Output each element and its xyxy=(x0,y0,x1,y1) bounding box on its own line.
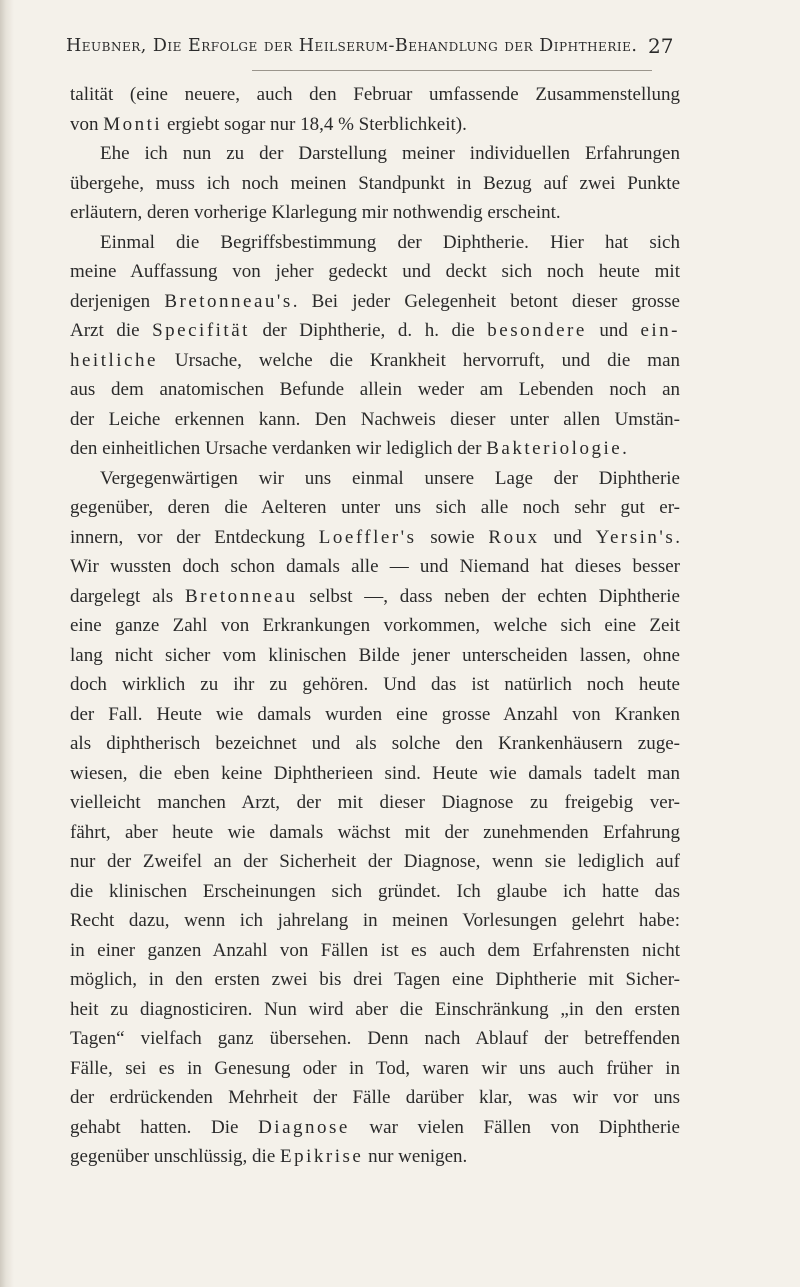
text-line xyxy=(70,434,680,464)
text-segment: gehabt hatten. Die xyxy=(70,1116,259,1138)
text-segment: meine Auffassung von jeher gedeckt und deckt sich noch heute mit xyxy=(70,261,680,282)
text-line xyxy=(70,847,680,877)
text-line xyxy=(70,877,680,907)
text-line xyxy=(70,1083,680,1113)
text-line xyxy=(70,788,680,818)
text-segment: in einer ganzen Anzahl von Fällen ist es auch dem Erfahrensten nicht xyxy=(70,939,680,961)
text-line xyxy=(70,1024,680,1054)
text-segment: Tagen“ vielfach ganz übersehen. Denn nach Ablauf der betreffenden xyxy=(70,1028,680,1049)
text-line xyxy=(70,316,680,346)
text-line xyxy=(70,729,680,759)
spaced-emphasis-text: heitliche xyxy=(70,349,158,371)
spaced-emphasis-text: besondere xyxy=(487,320,587,341)
text-segment: nur wenigen. xyxy=(363,1146,468,1167)
page-edge-shadow xyxy=(0,0,14,1287)
text-line xyxy=(70,80,680,110)
page-number: 27 xyxy=(648,34,674,58)
text-segment: möglich, in den ersten zwei bis drei Tagen eine Diphtherie mit Sicher- xyxy=(70,969,680,990)
text-line xyxy=(70,936,680,966)
spaced-emphasis-text: Roux xyxy=(488,526,540,548)
text-line xyxy=(70,818,680,848)
text-line xyxy=(70,169,680,199)
text-line xyxy=(70,405,680,435)
text-segment: als diphtherisch bezeichnet und als solche den Krankenhäusern zuge- xyxy=(70,733,680,754)
text-line xyxy=(70,995,680,1025)
text-segment: innern, vor der Entdeckung xyxy=(70,526,319,548)
text-segment: gegenüber unschlüssig, die xyxy=(70,1146,281,1167)
text-segment: Einmal die Begriffsbestimmung der Diphtherie. Hier hat sich xyxy=(100,231,680,253)
text-line xyxy=(70,523,680,553)
text-line xyxy=(70,1113,680,1143)
text-segment: Arzt die xyxy=(70,320,153,341)
text-line xyxy=(70,670,680,700)
text-segment: Fälle, sei es in Genesung oder in Tod, waren wir uns auch früher in xyxy=(70,1057,680,1079)
text-segment: . xyxy=(622,438,627,459)
text-segment: nur der Zweifel an der Sicherheit der Diagnose, wenn sie lediglich auf xyxy=(70,851,680,872)
text-line xyxy=(70,700,680,730)
text-line xyxy=(70,375,680,405)
text-segment: Wir wussten doch schon damals alle — und Niemand hat dieses besser xyxy=(70,556,680,577)
text-segment: wiesen, die eben keine Diphtherieen sind. Heute wie damals tadelt man xyxy=(70,762,680,784)
spaced-emphasis-text: Loeffler's xyxy=(318,526,417,548)
spaced-emphasis-text: Bretonneau xyxy=(184,585,298,607)
text-segment: der Leiche erkennen kann. Den Nachweis dieser unter allen Umstän- xyxy=(70,408,680,430)
text-segment: Ursache, welche die Krankheit hervorruft, und die man xyxy=(157,349,680,371)
text-segment: Vergegenwärtigen wir uns einmal unsere Lage der Diphtherie xyxy=(100,467,680,489)
spaced-emphasis-text: Bakteriologie xyxy=(486,438,623,459)
text-segment: der erdrückenden Mehrheit der Fälle darüber klar, was wir vor uns xyxy=(70,1087,680,1108)
text-segment: . Bei jeder Gelegenheit betont dieser grosse xyxy=(292,290,680,312)
text-segment: talität (eine neuere, auch den Februar umfassende Zusammenstellung xyxy=(70,84,680,105)
text-segment: von xyxy=(70,113,104,135)
text-line xyxy=(70,965,680,995)
text-segment: aus dem anatomischen Befunde allein weder am Lebenden noch an xyxy=(70,379,680,400)
text-line xyxy=(70,228,680,258)
text-line xyxy=(70,582,680,612)
text-segment: selbst —, dass neben der echten Diphtherie xyxy=(297,585,680,607)
text-segment: war vielen Fällen von Diphtherie xyxy=(349,1116,680,1138)
spaced-emphasis-text: Diagnose xyxy=(258,1116,350,1138)
text-segment: eine ganze Zahl von Erkrankungen vorkommen, welche sich eine Zeit xyxy=(70,615,680,636)
text-segment: Ehe ich nun zu der Darstellung meiner individuellen Erfahrungen xyxy=(100,143,680,164)
text-segment: dargelegt als xyxy=(70,585,185,607)
spaced-emphasis-text: Bretonneau's xyxy=(164,290,293,312)
header-rule xyxy=(252,70,652,71)
spaced-emphasis-text: Specifität xyxy=(152,320,250,341)
text-segment: Sterblichkeit). xyxy=(353,113,467,135)
text-line xyxy=(70,346,680,376)
text-line xyxy=(70,552,680,582)
text-segment: gegenüber, deren die Aelteren unter uns sich alle noch sehr gut er- xyxy=(70,497,680,518)
text-segment: erläutern, deren vorherige Klarlegung mir nothwendig erscheint. xyxy=(70,202,561,223)
text-line xyxy=(70,464,680,494)
text-segment: lang nicht sicher vom klinischen Bilde jener unterscheiden lassen, ohne xyxy=(70,644,680,666)
text-segment: und xyxy=(586,320,641,341)
text-line xyxy=(70,493,680,523)
text-segment: ergiebt sogar nur 18,4 % xyxy=(162,113,354,135)
text-line xyxy=(70,611,680,641)
body-text xyxy=(70,80,680,1172)
text-line xyxy=(70,110,680,140)
text-segment: Recht dazu, wenn ich jahrelang in meinen Vorlesungen gelehrt habe: xyxy=(70,910,680,931)
text-line xyxy=(70,1142,680,1172)
text-line xyxy=(70,257,680,287)
text-segment: sowie xyxy=(416,526,489,548)
spaced-emphasis-text: Epikrise xyxy=(280,1146,364,1167)
spaced-emphasis-text: Yersin's xyxy=(595,526,676,548)
text-line xyxy=(70,198,680,228)
text-segment: doch wirklich zu ihr zu gehören. Und das ist natürlich noch heute xyxy=(70,674,680,695)
text-line xyxy=(70,287,680,317)
text-segment: heit zu diagnosticiren. Nun wird aber die Einschränkung „in den ersten xyxy=(70,998,680,1020)
text-segment: übergehe, muss ich noch meinen Standpunkt in Bezug auf zwei Punkte xyxy=(70,172,680,194)
text-line xyxy=(70,906,680,936)
text-segment: der Diphtherie, d. h. die xyxy=(249,320,488,341)
spaced-emphasis-text: ein- xyxy=(640,320,680,341)
text-segment: derjenigen xyxy=(70,290,165,312)
text-line xyxy=(70,759,680,789)
spaced-emphasis-text: Monti xyxy=(103,113,163,135)
text-line xyxy=(70,641,680,671)
text-segment: . xyxy=(675,526,680,548)
text-segment: fährt, aber heute wie damals wächst mit der zunehmenden Erfahrung xyxy=(70,821,680,843)
text-segment: und xyxy=(539,526,596,548)
text-line xyxy=(70,139,680,169)
text-segment: die klinischen Erscheinungen sich gründet. Ich glaube ich hatte das xyxy=(70,880,680,902)
text-line xyxy=(70,1054,680,1084)
text-segment: der Fall. Heute wie damals wurden eine grosse Anzahl von Kranken xyxy=(70,703,680,725)
running-title: Heubner, Die Erfolge der Heilserum-Behandlung der Diphtherie. xyxy=(66,36,638,56)
text-segment: den einheitlichen Ursache verdanken wir lediglich der xyxy=(70,438,487,459)
text-segment: vielleicht manchen Arzt, der mit dieser Diagnose zu freigebig ver- xyxy=(70,792,680,813)
